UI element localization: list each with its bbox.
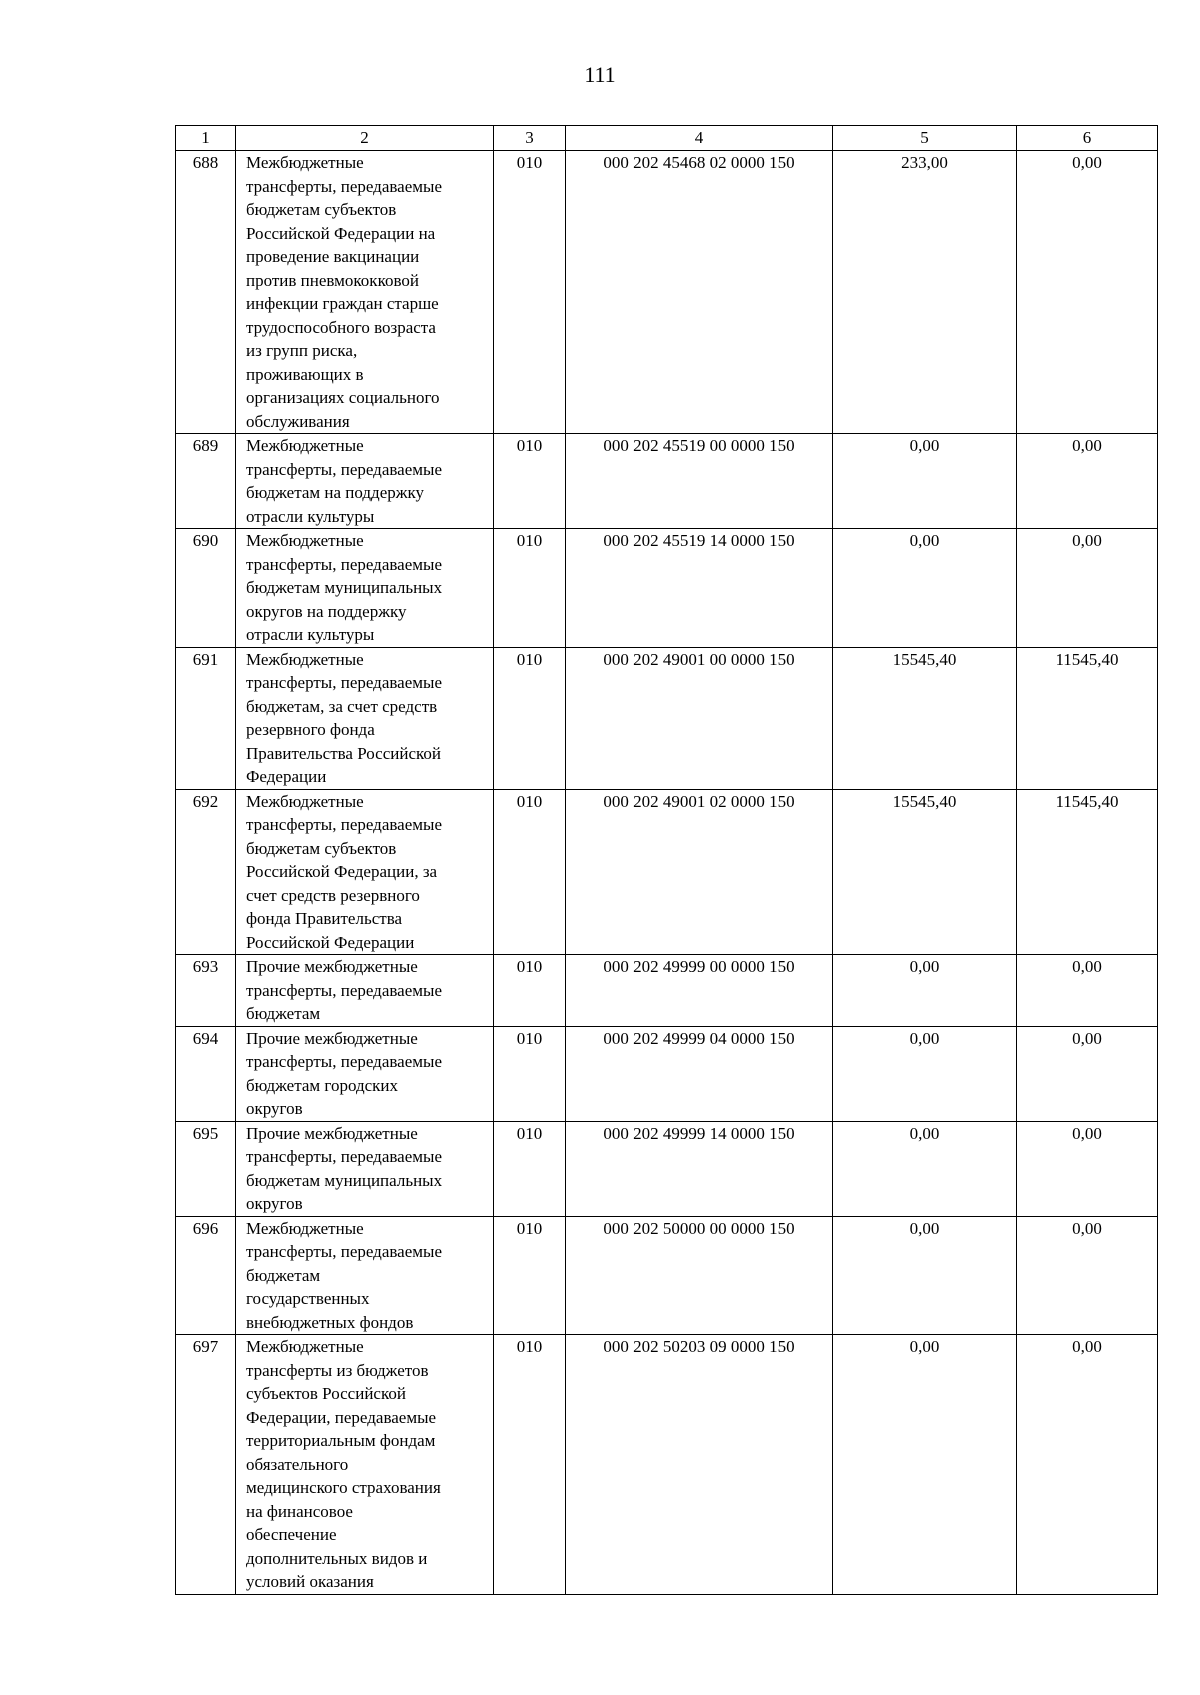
row-admin-code-cell: 010 — [494, 789, 566, 955]
column-header: 3 — [494, 126, 566, 151]
row-budget-code-cell: 000 202 49001 00 0000 150 — [566, 647, 833, 789]
row-name-line: трудоспособного возраста — [246, 317, 436, 337]
row-name-line: Межбюджетные — [246, 153, 364, 172]
row-name-line: из групп риска, — [246, 341, 358, 360]
column-header: 1 — [176, 126, 236, 151]
row-name-cell — [236, 789, 494, 955]
row-name-line: проживающих в — [246, 364, 364, 384]
row-name-line: бюджетам субъектов — [246, 838, 397, 858]
row-name-line: на финансовое — [246, 1501, 353, 1521]
table-row — [176, 1216, 1158, 1335]
row-name-line: Российской Федерации — [246, 932, 415, 952]
row-number-cell: 690 — [176, 529, 236, 648]
row-name-line: Российской Федерации на — [246, 223, 436, 243]
budget-table — [175, 125, 1158, 1595]
row-name-cell — [236, 1121, 494, 1216]
row-number-cell: 692 — [176, 789, 236, 955]
row-budget-code-cell: 000 202 45519 14 0000 150 — [566, 529, 833, 648]
table-row — [176, 789, 1158, 955]
row-name-line: Межбюджетные — [246, 791, 364, 811]
row-name-line: Межбюджетные — [246, 1218, 364, 1238]
row-name-line: округов — [246, 1099, 303, 1118]
row-name-line: трансферты, передаваемые — [246, 554, 442, 574]
row-number-cell: 694 — [176, 1026, 236, 1121]
table-row — [176, 647, 1158, 789]
row-sum-1-cell: 0,00 — [833, 529, 1017, 648]
row-admin-code-cell: 010 — [494, 434, 566, 529]
row-name-line: Прочие межбюджетные — [246, 957, 418, 976]
row-name-line: трансферты, передаваемые — [246, 1147, 442, 1166]
row-name-line: отрасли культуры — [246, 506, 375, 526]
table-row — [176, 151, 1158, 434]
row-name-line: округов — [246, 1194, 303, 1213]
row-name-line: бюджетам муниципальных — [246, 578, 443, 597]
row-number-cell: 688 — [176, 151, 236, 434]
row-name-line: Прочие межбюджетные — [246, 1123, 418, 1143]
row-number-cell: 697 — [176, 1335, 236, 1595]
row-name-line: медицинского страхования — [246, 1478, 441, 1497]
row-budget-code-cell: 000 202 45468 02 0000 150 — [566, 151, 833, 434]
row-name-line: внебюджетных фондов — [246, 1312, 414, 1332]
row-name-line: Правительства Российской — [246, 743, 442, 763]
row-name-line: трансферты, передаваемые — [246, 1052, 442, 1071]
row-budget-code-cell: 000 202 49001 02 0000 150 — [566, 789, 833, 955]
row-name-line: территориальным фондам — [246, 1431, 436, 1450]
row-name-line: бюджетам — [246, 1265, 321, 1285]
row-name-line: трансферты, передаваемые — [246, 673, 442, 692]
row-sum-2-cell: 11545,40 — [1017, 789, 1158, 955]
row-name-line: дополнительных видов и — [246, 1548, 428, 1568]
row-name-line: бюджетам на поддержку — [246, 483, 425, 502]
row-name-line: трансферты, передаваемые — [246, 1242, 442, 1261]
row-name-line: трансферты, передаваемые — [246, 176, 442, 196]
row-name-line: трансферты, передаваемые — [246, 980, 442, 1000]
row-budget-code-cell: 000 202 50203 09 0000 150 — [566, 1335, 833, 1595]
row-sum-2-cell: 0,00 — [1017, 151, 1158, 434]
row-admin-code-cell: 010 — [494, 1026, 566, 1121]
row-sum-2-cell: 0,00 — [1017, 955, 1158, 1027]
row-name-line: трансферты, передаваемые — [246, 459, 442, 479]
row-name-line: Межбюджетные — [246, 1337, 364, 1356]
row-name-line: Межбюджетные — [246, 649, 364, 669]
row-name-line: округов на поддержку — [246, 601, 407, 621]
row-name-line: счет средств резервного — [246, 885, 420, 905]
row-sum-1-cell: 0,00 — [833, 1335, 1017, 1595]
row-budget-code-cell: 000 202 49999 14 0000 150 — [566, 1121, 833, 1216]
row-name-line: обязательного — [246, 1454, 349, 1474]
row-admin-code-cell: 010 — [494, 1121, 566, 1216]
row-name-line: бюджетам городских — [246, 1075, 399, 1095]
row-number-cell: 691 — [176, 647, 236, 789]
row-sum-2-cell: 0,00 — [1017, 1216, 1158, 1335]
row-name-line: условий оказания — [246, 1572, 374, 1591]
row-name-cell — [236, 529, 494, 648]
row-sum-1-cell: 0,00 — [833, 434, 1017, 529]
row-name-cell — [236, 434, 494, 529]
row-sum-2-cell: 0,00 — [1017, 1335, 1158, 1595]
row-admin-code-cell: 010 — [494, 151, 566, 434]
row-sum-2-cell: 0,00 — [1017, 529, 1158, 648]
row-name-line: субъектов Российской — [246, 1384, 406, 1403]
table-row — [176, 955, 1158, 1027]
row-number-cell: 696 — [176, 1216, 236, 1335]
row-name-cell — [236, 1335, 494, 1595]
row-name-cell — [236, 151, 494, 434]
table-row — [176, 529, 1158, 648]
row-name-line: бюджетам субъектов — [246, 200, 397, 219]
row-sum-1-cell: 15545,40 — [833, 789, 1017, 955]
row-sum-1-cell: 0,00 — [833, 1121, 1017, 1216]
row-name-line: инфекции граждан старше — [246, 294, 439, 313]
row-name-line: резервного фонда — [246, 720, 375, 739]
row-sum-1-cell: 0,00 — [833, 1216, 1017, 1335]
row-sum-1-cell: 233,00 — [833, 151, 1017, 434]
column-header: 4 — [566, 126, 833, 151]
row-name-line: обслуживания — [246, 411, 350, 431]
table-row — [176, 1335, 1158, 1595]
row-name-line: фонда Правительства — [246, 909, 403, 928]
row-budget-code-cell: 000 202 50000 00 0000 150 — [566, 1216, 833, 1335]
row-sum-1-cell: 15545,40 — [833, 647, 1017, 789]
row-admin-code-cell: 010 — [494, 1335, 566, 1595]
row-number-cell: 693 — [176, 955, 236, 1027]
row-name-line: Межбюджетные — [246, 436, 364, 455]
row-number-cell: 695 — [176, 1121, 236, 1216]
row-sum-2-cell: 11545,40 — [1017, 647, 1158, 789]
row-name-cell — [236, 1026, 494, 1121]
row-name-line: Федерации, передаваемые — [246, 1407, 437, 1427]
row-name-line: Российской Федерации, за — [246, 862, 438, 881]
column-header: 6 — [1017, 126, 1158, 151]
row-name-line: бюджетам, за счет средств — [246, 696, 438, 716]
table-row — [176, 1121, 1158, 1216]
row-sum-2-cell: 0,00 — [1017, 434, 1158, 529]
row-name-line: Федерации — [246, 767, 327, 786]
row-name-line: организациях социального — [246, 388, 440, 407]
row-sum-1-cell: 0,00 — [833, 955, 1017, 1027]
row-name-line: трансферты, передаваемые — [246, 815, 442, 834]
row-name-line: обеспечение — [246, 1525, 337, 1544]
row-budget-code-cell: 000 202 45519 00 0000 150 — [566, 434, 833, 529]
table-row — [176, 1026, 1158, 1121]
row-name-line: отрасли культуры — [246, 625, 375, 644]
row-name-line: проведение вакцинации — [246, 247, 420, 266]
row-budget-code-cell: 000 202 49999 00 0000 150 — [566, 955, 833, 1027]
row-admin-code-cell: 010 — [494, 647, 566, 789]
row-name-cell — [236, 1216, 494, 1335]
row-name-line: против пневмококковой — [246, 270, 419, 290]
page-number: 111 — [584, 62, 616, 87]
row-name-cell — [236, 955, 494, 1027]
row-sum-1-cell: 0,00 — [833, 1026, 1017, 1121]
row-number-cell: 689 — [176, 434, 236, 529]
row-budget-code-cell: 000 202 49999 04 0000 150 — [566, 1026, 833, 1121]
table-row — [176, 434, 1158, 529]
row-name-line: Межбюджетные — [246, 531, 364, 550]
column-header: 5 — [833, 126, 1017, 151]
row-name-line: государственных — [246, 1289, 370, 1308]
row-admin-code-cell: 010 — [494, 1216, 566, 1335]
row-name-line: трансферты из бюджетов — [246, 1360, 429, 1380]
row-name-line: бюджетам — [246, 1004, 321, 1023]
table-header-row — [176, 126, 1158, 151]
row-sum-2-cell: 0,00 — [1017, 1121, 1158, 1216]
row-admin-code-cell: 010 — [494, 955, 566, 1027]
row-sum-2-cell: 0,00 — [1017, 1026, 1158, 1121]
row-name-line: бюджетам муниципальных — [246, 1170, 443, 1190]
row-admin-code-cell: 010 — [494, 529, 566, 648]
row-name-cell — [236, 647, 494, 789]
column-header: 2 — [236, 126, 494, 151]
row-name-line: Прочие межбюджетные — [246, 1028, 418, 1048]
